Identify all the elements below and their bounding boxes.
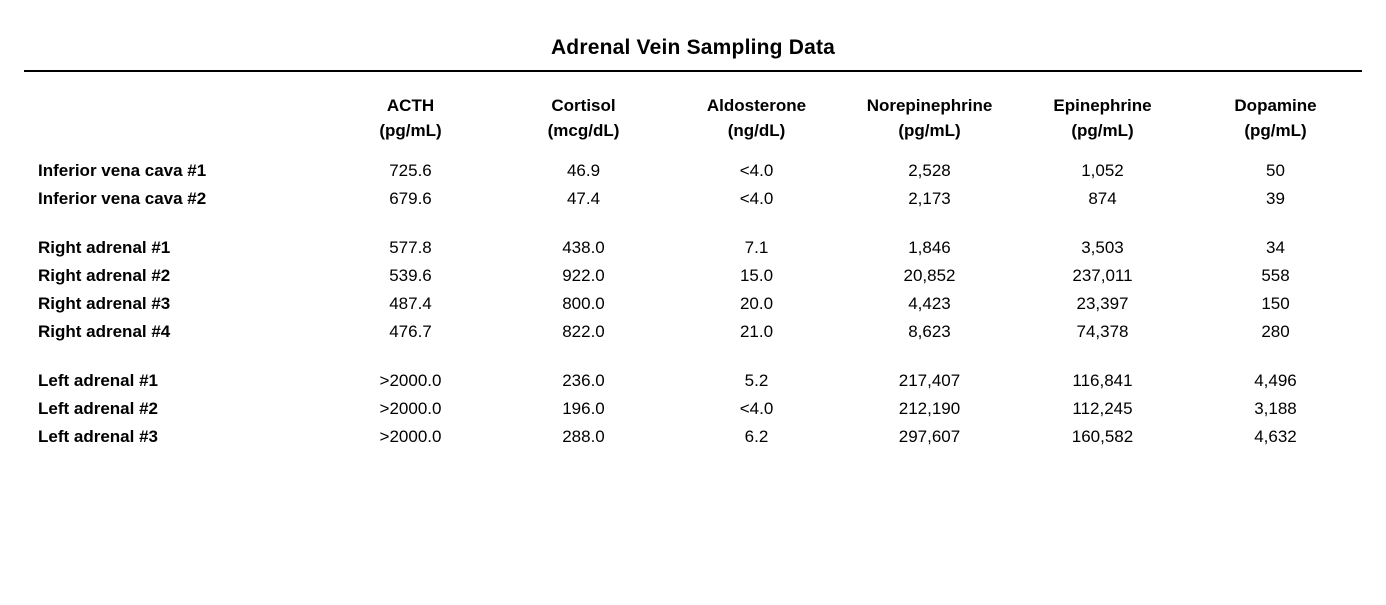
table-header-row [24,72,1362,149]
column-header-acth-unit: (pg/mL) [379,120,442,140]
cell-norepinephrine: 4,423 [908,294,951,314]
cell-epinephrine: 112,245 [1072,399,1133,419]
cell-epinephrine: 160,582 [1071,427,1134,447]
cell-aldosterone: 6.2 [744,427,769,447]
group-spacer [24,213,1362,234]
column-header-dopamine-unit: (pg/mL) [1244,120,1307,140]
cell-norepinephrine: 212,190 [898,399,961,419]
cell-epinephrine: 23,397 [1076,294,1129,314]
cell-cortisol: 47.4 [566,189,601,209]
cell-aldosterone: 15.0 [739,266,774,286]
column-header-norepinephrine-unit: (pg/mL) [898,120,961,140]
table-row [24,290,1362,318]
table-header [24,72,1362,149]
cell-aldosterone: 7.1 [744,238,769,258]
cell-cortisol: 922.0 [562,266,605,286]
column-header-norepinephrine [843,72,1016,149]
column-header-norepinephrine-name: Norepinephrine [866,96,993,115]
column-header-dopamine-name: Dopamine [1234,96,1317,115]
cell-dopamine: 3,188 [1254,399,1297,419]
cell-dopamine: 558 [1261,266,1290,286]
cell-dopamine: 4,496 [1254,371,1297,391]
cell-norepinephrine: 217,407 [898,371,961,391]
cell-cortisol: 822.0 [562,322,605,342]
row-label: Left adrenal #2 [38,399,158,419]
table-body [24,149,1362,451]
column-header-acth [324,72,497,149]
cell-acth: 539.6 [389,266,432,286]
cell-aldosterone: <4.0 [739,161,774,181]
cell-cortisol: 800.0 [562,294,605,314]
row-label: Right adrenal #3 [38,294,171,314]
cell-dopamine: 150 [1261,294,1290,314]
cell-acth: 725.6 [389,161,432,181]
cell-norepinephrine: 20,852 [903,266,956,286]
cell-dopamine: 34 [1266,238,1285,258]
table-row [24,318,1362,346]
cell-cortisol: 236.0 [562,371,605,391]
cell-acth: 577.8 [389,238,432,258]
cell-aldosterone: 20.0 [739,294,774,314]
cell-norepinephrine: 2,173 [908,189,951,209]
cell-acth: >2000.0 [379,427,442,447]
table-row [24,234,1362,262]
cell-epinephrine: 1,052 [1081,161,1124,181]
cell-norepinephrine: 2,528 [908,161,951,181]
cell-epinephrine: 116,841 [1072,371,1133,391]
column-header-epinephrine-name: Epinephrine [1053,96,1152,115]
cell-acth: >2000.0 [379,371,442,391]
cell-dopamine: 50 [1266,161,1285,181]
cell-aldosterone: 21.0 [739,322,774,342]
row-label-column-header [24,72,324,149]
cell-acth: >2000.0 [379,399,442,419]
cell-norepinephrine: 8,623 [908,322,951,342]
cell-dopamine: 280 [1261,322,1290,342]
cell-dopamine: 4,632 [1254,427,1297,447]
column-header-dopamine [1189,72,1362,149]
group-spacer [24,346,1362,367]
cell-acth: 679.6 [389,189,432,209]
column-header-cortisol-name: Cortisol [551,96,616,115]
table-row [24,395,1362,423]
row-label: Left adrenal #1 [38,371,158,391]
column-header-epinephrine-unit: (pg/mL) [1071,120,1134,140]
cell-epinephrine: 74,378 [1076,322,1129,342]
cell-epinephrine: 237,011 [1072,266,1133,286]
row-label: Inferior vena cava #2 [38,189,207,209]
row-label: Right adrenal #1 [38,238,171,258]
cell-epinephrine: 3,503 [1081,238,1124,258]
cell-acth: 487.4 [389,294,432,314]
row-label: Right adrenal #4 [38,322,171,342]
row-label: Inferior vena cava #1 [38,161,207,181]
table-row [24,423,1362,451]
cell-norepinephrine: 297,607 [898,427,961,447]
row-label: Left adrenal #3 [38,427,158,447]
cell-aldosterone: <4.0 [739,189,774,209]
cell-cortisol: 438.0 [562,238,605,258]
cell-aldosterone: 5.2 [744,371,769,391]
cell-dopamine: 39 [1266,189,1285,209]
row-label: Right adrenal #2 [38,266,171,286]
column-header-aldosterone-name: Aldosterone [706,96,807,115]
column-header-aldosterone-unit: (ng/dL) [727,120,786,140]
cell-cortisol: 288.0 [562,427,605,447]
column-header-aldosterone [670,72,843,149]
column-header-cortisol [497,72,670,149]
cell-aldosterone: <4.0 [739,399,774,419]
column-header-cortisol-unit: (mcg/dL) [547,120,620,140]
table-row [24,149,1362,185]
cell-cortisol: 196.0 [562,399,605,419]
table-row [24,262,1362,290]
adrenal-vein-sampling-table [24,72,1362,451]
cell-acth: 476.7 [389,322,432,342]
page-title: Adrenal Vein Sampling Data [550,36,836,59]
column-header-epinephrine [1016,72,1189,149]
table-row [24,185,1362,213]
table-row [24,367,1362,395]
cell-cortisol: 46.9 [566,161,601,181]
column-header-acth-name: ACTH [386,96,435,115]
cell-epinephrine: 874 [1088,189,1117,209]
cell-norepinephrine: 1,846 [908,238,951,258]
